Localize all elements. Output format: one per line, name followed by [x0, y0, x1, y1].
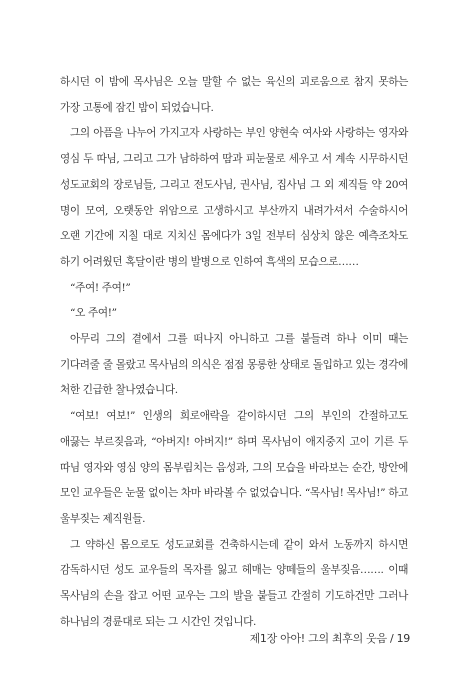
- page-body: [60, 70, 408, 635]
- paragraph-2: 그의 아픔을 나누어 가지고자 사랑하는 부인 양현숙 여사와 사랑하는 영자와 영심 두 따님, 그리고 그가 남하하여 땀과 피눈물로 세우고 서 계속 시무하시던 성도교회의 장로님들, 그리고 전도사님, 권사님, 집사님 그 외 제직들 약 20여 명이 모여, 오랫동안 위암으로 고생하시고 부산까지 내려가셔서 수술하시어 오랜 기간에 지칠 대로 지치신 몸에다가 3일 전부터 심상치 않은 예측조차도 하기 어려웠던 혹달이란 병의 발병으로 인하여 흑색의 모습으로……: [60, 127, 408, 268]
- paragraph-4: “오 주여!”: [70, 307, 117, 320]
- running-footer: 제1장 아아! 그의 최후의 웃음 / 19: [249, 632, 410, 645]
- paragraph-3: “주여! 주여!”: [70, 281, 131, 294]
- paragraph-1: 하시던 이 밤에 목사님은 오늘 말할 수 없는 육신의 괴로움으로 참지 못하는 가장 고통에 잠긴 밤이 되었습니다.: [60, 76, 408, 114]
- paragraph-5: 아무리 그의 곁에서 그를 떠나지 아니하고 그를 붙들려 하나 이미 때는 기다려줄 줄 몰랐고 목사님의 의식은 점점 몽롱한 상태로 돌입하고 있는 경각에 처한 긴급한 찰나였습니다.: [60, 333, 408, 397]
- paragraph-6: “여보! 여보!” 인생의 희로애락을 같이하시던 그의 부인의 간절하고도 애끓는 부르짖음과, “아버지! 아버지!” 하며 목사님이 애지중지 고이 기른 두 따님 영자와 영심 양의 몸부림치는 음성과, 그의 모습을 바라보는 순간, 방안에 모인 교우들은 눈물 없이는 차마 바라볼 수 없었습니다. “목사님! 목사님!” 하고 울부짖는 제직원들.: [60, 410, 408, 525]
- paragraph-7: 그 약하신 몸으로도 성도교회를 건축하시는데 같이 와서 노동까지 하시면 감독하시던 성도 교우들의 목자를 잃고 헤매는 양떼들의 울부짖음……. 이때 목사님의 손을 잡고 어떤 교우는 그의 발을 붙들고 간절히 기도하건만 그러나 하나님의 경륜대로 되는 그 시간인 것입니다.: [60, 538, 408, 628]
